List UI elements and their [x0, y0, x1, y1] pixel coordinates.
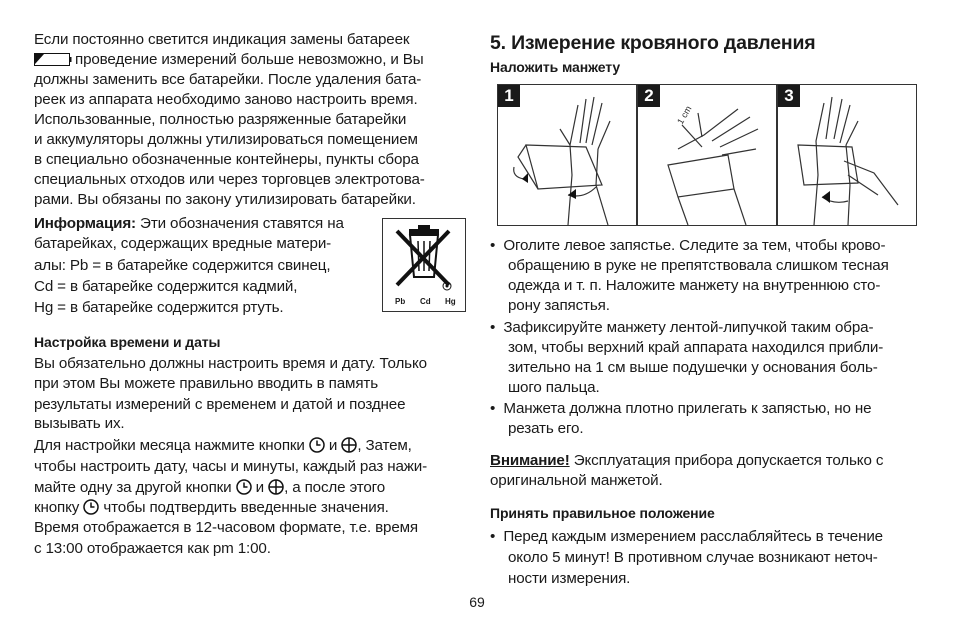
time-para1-line: Вы обязательно должны настроить время и дату. Только [34, 355, 427, 372]
text: майте одну за другой кнопки [34, 479, 232, 496]
bullet-line: обращению в руке не препятствовала слишком тесная [508, 257, 889, 274]
figure-number: 2 [638, 85, 660, 107]
text: и [255, 479, 264, 496]
battery-para-line: специальных отходов или через торговцев электротова- [34, 171, 425, 188]
info-line: алы: Pb = в батарейке содержится свинец, [34, 257, 331, 274]
text: Зафиксируйте манжету лентой-липучкой таким обра- [503, 319, 874, 336]
battery-para-line: должны заменить все батарейки. После удаления бата- [34, 71, 422, 88]
bullet-line: резать его. [508, 420, 584, 437]
text: Манжета должна плотно прилегать к запястью, но не [503, 400, 872, 417]
battery-low-icon [34, 53, 72, 66]
text: Оголите левое запястье. Следите за тем, чтобы крово- [503, 237, 886, 254]
time-para1-line: при этом Вы можете правильно вводить в память [34, 375, 378, 392]
figure-label-1cm: 1 cm [675, 104, 694, 126]
time-para2-line-4 [34, 498, 389, 518]
text: , а после этого [284, 479, 386, 496]
bullet-1-line-1 [490, 236, 885, 256]
time-para2-line-3 [34, 478, 385, 498]
plus-button-icon [268, 479, 284, 495]
bin-label-pb: Pb [395, 297, 406, 306]
bullet-dot: • [490, 400, 504, 417]
clock-button-icon [83, 499, 99, 515]
bullet-3-line-1 [490, 399, 871, 419]
battery-para-line: рами. Вы обязаны по закону утилизировать батарейки. [34, 191, 416, 208]
time-para2-line: чтобы настроить дату, часы и минуты, каждый раз нажи- [34, 458, 428, 475]
bullet-line: около 5 минут! В противном случае возникают неточ- [508, 549, 878, 566]
bullet-2-line-1 [490, 318, 873, 338]
battery-para-line: и аккумуляторы должны утилизироваться помещением [34, 131, 418, 148]
bullet-4-line-1 [490, 527, 883, 547]
bullet-line: зом, чтобы верхний край аппарата находился прибли- [508, 339, 884, 356]
text: , Затем, [357, 437, 412, 454]
battery-para-line: реек из аппарата необходимо заново настроить время. [34, 91, 418, 108]
info-text: Эти обозначения ставятся на [140, 215, 344, 232]
text: Перед каждым измерением расслабляйтесь в течение [503, 528, 883, 545]
info-line: Hg = в батарейке содержится ртуть. [34, 299, 284, 316]
bin-label-cd: Cd [420, 297, 431, 306]
info-line-1 [34, 214, 344, 234]
bin-label-hg: Hg [445, 297, 456, 306]
plus-button-icon [341, 437, 357, 453]
figure-1 [497, 84, 637, 226]
figure-number: 3 [778, 85, 800, 107]
text: Для настройки месяца нажмите кнопки [34, 437, 305, 454]
battery-para-line: Использованные, полностью разряженные батарейки [34, 111, 407, 128]
bullet-line: зительно на 1 см выше подушечки у основания боль- [508, 359, 878, 376]
text: кнопку [34, 499, 80, 516]
info-line: батарейках, содержащих вредные матери- [34, 235, 332, 252]
time-para2-line-1 [34, 436, 412, 456]
warning-line: оригинальной манжетой. [490, 472, 663, 489]
clock-button-icon [236, 479, 252, 495]
battery-para-line-2 [34, 50, 423, 70]
bullet-dot: • [490, 319, 504, 336]
text: чтобы подтвердить введенные значения. [103, 499, 389, 516]
time-para1-line: вызывать их. [34, 415, 125, 432]
info-line: Cd = в батарейке содержится кадмий, [34, 278, 298, 295]
text: и [328, 437, 338, 454]
time-para1-line: результаты измерений с временем и датой и позднее [34, 396, 406, 413]
clock-button-icon [309, 437, 325, 453]
section-title: 5. Измерение кровяного давления [490, 32, 816, 54]
text: Эксплуатация прибора допускается только с [573, 452, 884, 469]
figure-number: 1 [498, 85, 520, 107]
bullet-dot: • [490, 237, 504, 254]
warning-line-1 [490, 451, 883, 471]
page-number: 69 [469, 594, 485, 610]
bullet-line: одежда и т. п. Наложите манжету на внутреннюю сто- [508, 277, 881, 294]
posture-heading: Принять правильное положение [490, 505, 715, 521]
time-para2-line: с 13:00 отображается как pm 1:00. [34, 540, 271, 557]
bullet-line: ности измерения. [508, 570, 631, 587]
time-heading: Настройка времени и даты [34, 334, 221, 350]
warning-label: Внимание! [490, 452, 570, 469]
figure-3 [777, 84, 917, 226]
crossed-bin-symbol [382, 218, 466, 312]
info-label: Информация: [34, 215, 136, 232]
battery-para-line: в специально обозначенные контейнеры, пункты сбора [34, 151, 419, 168]
bullet-line: рону запястья. [508, 297, 610, 314]
time-para2-line: Время отображается в 12-часовом формате, т.е. время [34, 519, 418, 536]
battery-para-text: проведение измерений больше невозможно, и Вы [75, 51, 424, 68]
figure-2 [637, 84, 777, 226]
battery-para-line: Если постоянно светится индикация замены батареек [34, 31, 410, 48]
bullet-line: шого пальца. [508, 379, 600, 396]
bullet-dot: • [490, 528, 504, 545]
cuff-heading: Наложить манжету [490, 59, 621, 75]
